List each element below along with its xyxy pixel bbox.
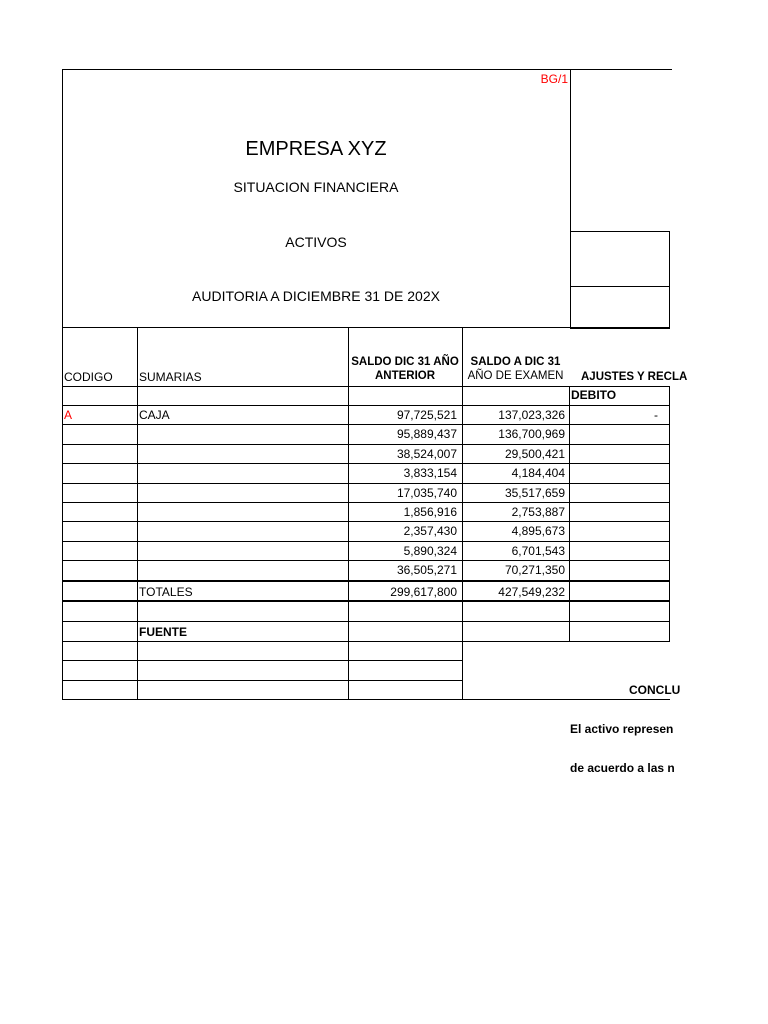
row-saldo-examen: 2,753,887 bbox=[511, 505, 565, 519]
row-saldo-examen: 70,271,350 bbox=[504, 563, 565, 577]
row-saldo-anterior: 5,890,324 bbox=[403, 544, 457, 558]
row-debito: - bbox=[654, 408, 658, 422]
row-saldo-anterior: 17,035,740 bbox=[396, 486, 457, 500]
row-saldo-anterior: 2,357,430 bbox=[403, 524, 457, 538]
row-saldo-examen: 137,023,326 bbox=[498, 408, 565, 422]
section-title: ACTIVOS bbox=[285, 234, 347, 250]
row-sumaria: CAJA bbox=[139, 408, 170, 422]
column-header-ajustes: AJUSTES Y RECLA bbox=[581, 371, 688, 383]
row-saldo-anterior: 95,889,437 bbox=[396, 427, 457, 441]
totals-saldo-anterior: 299,617,800 bbox=[390, 585, 457, 599]
row-saldo-examen: 29,500,421 bbox=[504, 447, 565, 461]
row-saldo-examen: 35,517,659 bbox=[504, 486, 565, 500]
row-codigo: A bbox=[64, 408, 73, 422]
row-saldo-examen: 136,700,969 bbox=[498, 427, 565, 441]
column-header-sumarias: SUMARIAS bbox=[139, 370, 202, 384]
column-header-codigo: CODIGO bbox=[64, 370, 113, 384]
totals-label: TOTALES bbox=[139, 585, 193, 599]
period-title: AUDITORIA A DICIEMBRE 31 DE 202X bbox=[192, 288, 440, 304]
row-saldo-anterior: 38,524,007 bbox=[396, 447, 457, 461]
column-header-saldo-anterior-line1: SALDO DIC 31 AÑO bbox=[351, 356, 459, 368]
company-title: EMPRESA XYZ bbox=[245, 138, 387, 160]
row-saldo-examen: 4,184,404 bbox=[511, 466, 565, 480]
row-saldo-anterior: 97,725,521 bbox=[396, 408, 457, 422]
row-saldo-anterior: 1,856,916 bbox=[403, 505, 457, 519]
fuente-label: FUENTE bbox=[139, 625, 187, 639]
column-header-saldo-anterior-line2: ANTERIOR bbox=[374, 370, 436, 382]
column-header-debito: DEBITO bbox=[571, 388, 617, 402]
conclusion-line-2: de acuerdo a las n bbox=[570, 761, 675, 775]
report-title: SITUACION FINANCIERA bbox=[233, 179, 399, 195]
row-saldo-anterior: 36,505,271 bbox=[396, 563, 457, 577]
row-saldo-examen: 6,701,543 bbox=[511, 544, 565, 558]
row-saldo-examen: 4,895,673 bbox=[511, 524, 565, 538]
reference-code: BG/1 bbox=[540, 72, 568, 86]
column-header-saldo-examen-line2: AÑO DE EXAMEN bbox=[467, 370, 564, 382]
conclusion-line-1: El activo represen bbox=[570, 722, 674, 736]
totals-saldo-examen: 427,549,232 bbox=[498, 585, 565, 599]
row-saldo-anterior: 3,833,154 bbox=[403, 466, 457, 480]
conclusion-title: CONCLU bbox=[629, 683, 681, 697]
column-header-saldo-examen-line1: SALDO A DIC 31 bbox=[470, 356, 561, 368]
